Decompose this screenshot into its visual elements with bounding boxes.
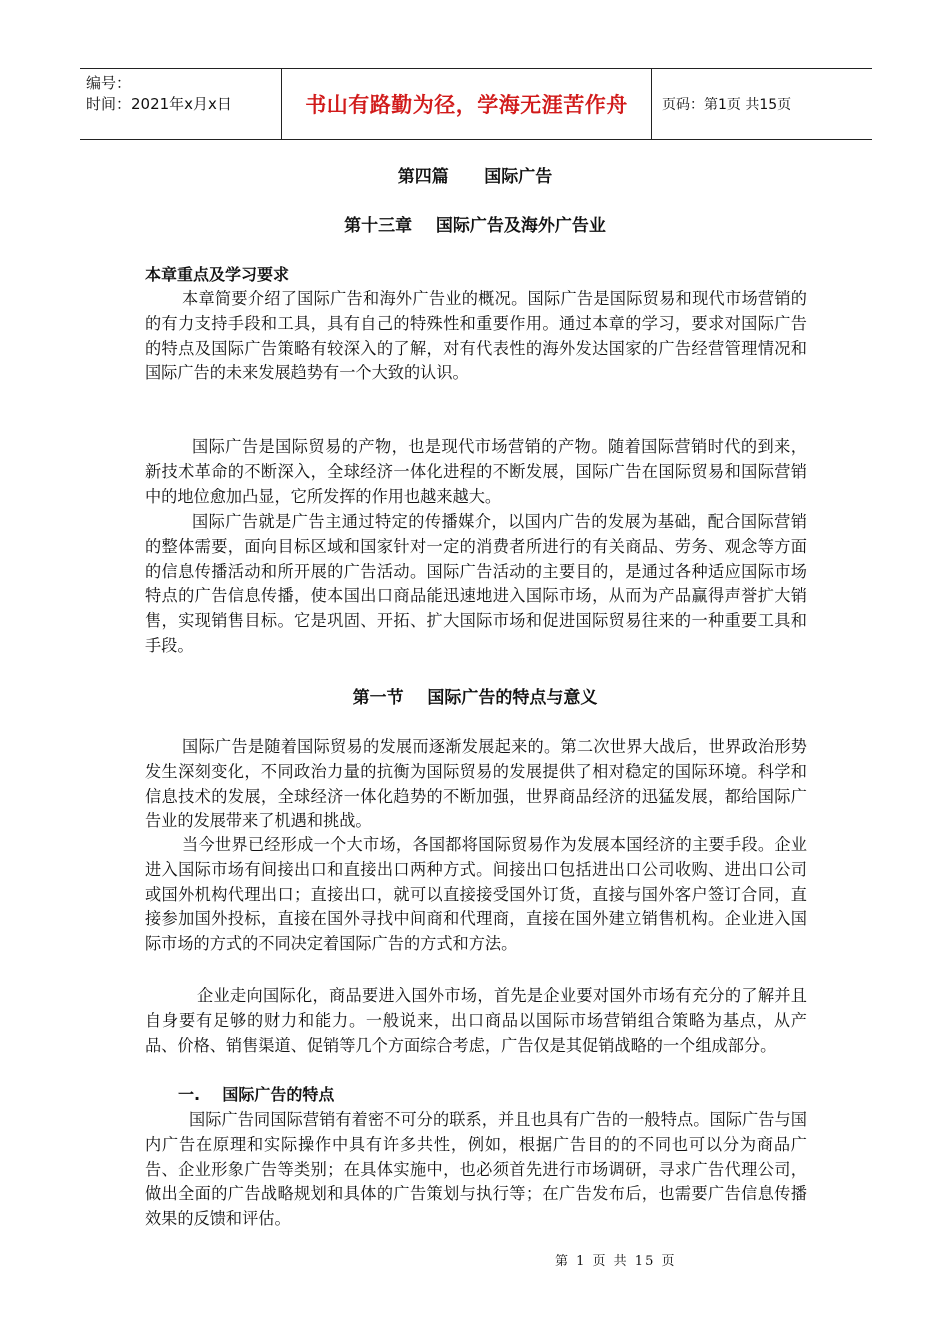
part-title: 第四篇 国际广告: [397, 167, 553, 187]
subsection-paragraph: 国际广告同国际营销有着密不可分的联系，并且也具有广告的一般特点。国际广告与国内广告在原理和实际操作中具有许多共性，例如，根据广告目的的不同也可以分为商品广告、企业形象广告等类别；在具体实施中，也必须首先进行市场调研，寻求广告代理公司，做出全面的广告战略规划和具体的广告策划与执行等；在广告发布后，也需要广告信息传播效果的反馈和评估。: [145, 1110, 807, 1229]
section-paragraph: 当今世界已经形成一个大市场，各国都将国际贸易作为发展本国经济的主要手段。企业进入国际市场有间接出口和直接出口两种方式。间接出口包括进出口公司收购、进出口公司或国外机构代理出口；直接出口，就可以直接接受国外订货，直接与国外客户签订合同，直接参加国外投标，直接在国外寻找中间商和代理商，直接在国外建立销售机构。企业进入国际市场的方式的不同决定着国际广告的方式和方法。: [145, 835, 807, 954]
header-meta: [80, 69, 282, 139]
document-number-label: 编号：: [86, 74, 132, 92]
intro-paragraph: 本章简要介绍了国际广告和海外广告业的概况。国际广告是国际贸易和现代市场营销的的有力支持手段和工具，具有自己的特殊性和重要作用。通过本章的学习，要求对国际广告的特点及国际广告策略有较深入的了解，对有代表性的海外发达国家的广告经营管理情况和国际广告的未来发展趋势有一个大致的认识。: [145, 289, 807, 383]
page-header: [80, 68, 872, 140]
subsection-heading: 一. 国际广告的特点: [178, 1085, 335, 1104]
key-points-heading: 本章重点及学习要求: [145, 265, 290, 284]
page-footer: 第 1 页 共 15 页: [555, 1254, 677, 1269]
document-time-label: 时间：2021年x月x日: [86, 95, 232, 113]
intro-paragraph: 国际广告就是广告主通过特定的传播媒介，以国内广告的发展为基础，配合国际营销的整体需要，面向目标区域和国家针对一定的消费者所进行的有关商品、劳务、观念等方面的信息传播活动和所开展的广告活动。国际广告活动的主要目的，是通过各种适应国际市场特点的广告信息传播，使本国出口商品能迅速地进入国际市场，从而为产品赢得声誉扩大销售，实现销售目标。它是巩固、开拓、扩大国际市场和促进国际贸易往来的一种重要工具和手段。: [145, 512, 807, 655]
section-title: 第一节 国际广告的特点与意义: [352, 688, 598, 708]
header-motto: 书山有路勤为径，学海无涯苦作舟: [282, 69, 652, 139]
section-paragraph: 企业走向国际化，商品要进入国外市场，首先是企业要对国外市场有充分的了解并且自身要有足够的财力和能力。一般说来，出口商品以国际市场营销组合策略为基点，从产品、价格、销售渠道、促销等几个方面综合考虑，广告仅是其促销战略的一个组成部分。: [145, 986, 807, 1055]
intro-paragraph: 国际广告是国际贸易的产物，也是现代市场营销的产物。随着国际营销时代的到来，新技术革命的不断深入，全球经济一体化进程的不断发展，国际广告在国际贸易和国际营销中的地位愈加凸显，它所发挥的作用也越来越大。: [145, 437, 807, 506]
section-paragraph: 国际广告是随着国际贸易的发展而逐渐发展起来的。第二次世界大战后，世界政治形势发生深刻变化，不同政治力量的抗衡为国际贸易的发展提供了相对稳定的国际环境。科学和信息技术的发展，全球经济一体化趋势的不断加强，世界商品经济的迅猛发展，都给国际广告业的发展带来了机遇和挑战。: [145, 737, 807, 831]
header-page-info: 页码：第1页 共15页: [662, 97, 792, 113]
chapter-title: 第十三章 国际广告及海外广告业: [344, 216, 606, 236]
